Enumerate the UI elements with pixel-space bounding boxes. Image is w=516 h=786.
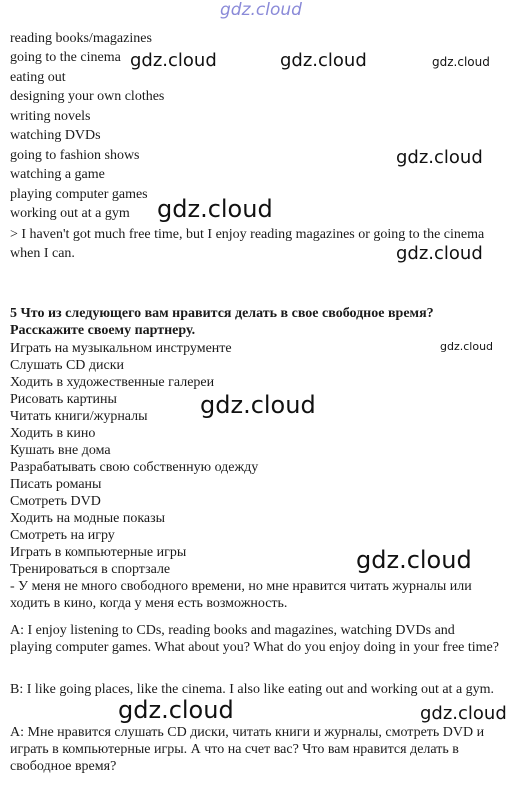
watermark: gdz.cloud xyxy=(420,703,507,724)
list-item: Разрабатывать свою собственную одежду xyxy=(10,460,259,475)
watermark: gdz.cloud xyxy=(220,0,302,20)
watermark: gdz.cloud xyxy=(432,55,490,69)
list-item: Играть в компьютерные игры xyxy=(10,545,187,560)
watermark: gdz.cloud xyxy=(356,546,472,574)
list-item: designing your own clothes xyxy=(10,89,165,104)
watermark: gdz.cloud xyxy=(200,391,316,419)
example-sentence: > I haven't got much free time, but I enjoy reading magazines or going to the cinema when I can. xyxy=(10,227,485,261)
list-item: Слушать CD диски xyxy=(10,358,125,373)
list-item: Ходить в кино xyxy=(10,426,96,441)
watermark: gdz.cloud xyxy=(440,340,494,353)
dialogue-line: A: Мне нравится слушать CD диски, читать книги и журналы, смотреть DVD и играть в компьютерные игры. А что на счет вас? Что вам нравится делать в свободное время? xyxy=(10,725,485,774)
example-sentence: - У меня не много свободного времени, но мне нравится читать журналы или ходить в кино, когда у меня есть возможность. xyxy=(10,579,472,611)
list-item: Рисовать картины xyxy=(10,392,117,407)
list-item: Тренироваться в спортзале xyxy=(10,562,171,577)
watermark: gdz.cloud xyxy=(280,50,367,71)
dialogue-line: A: I enjoy listening to CDs, reading books and magazines, watching DVDs and playing computer games. What about you? What do you enjoy doing in your free time? xyxy=(10,623,499,655)
list-item: Ходить в художественные галереи xyxy=(10,375,215,390)
list-item: Смотреть на игру xyxy=(10,528,115,543)
list-item: Читать книги/журналы xyxy=(10,409,148,424)
list-item: watching a game xyxy=(10,167,105,182)
list-item: writing novels xyxy=(10,109,91,124)
watermark: gdz.cloud xyxy=(396,243,483,264)
list-item: Играть на музыкальном инструменте xyxy=(10,341,232,356)
list-item: reading books/magazines xyxy=(10,31,152,46)
list-item: working out at a gym xyxy=(10,206,130,221)
list-item: Смотреть DVD xyxy=(10,494,101,509)
list-item: eating out xyxy=(10,70,66,85)
watermark: gdz.cloud xyxy=(157,195,273,223)
list-item: Писать романы xyxy=(10,477,102,492)
watermark: gdz.cloud xyxy=(396,147,483,168)
list-item: Кушать вне дома xyxy=(10,443,111,458)
task-heading: 5 Что из следующего вам нравится делать в свое свободное время? Расскажите своему партнеру. xyxy=(10,306,434,338)
list-item: playing computer games xyxy=(10,187,148,202)
watermark: gdz.cloud xyxy=(118,696,234,724)
list-item: watching DVDs xyxy=(10,128,101,143)
watermark: gdz.cloud xyxy=(130,50,217,71)
dialogue-line: B: I like going places, like the cinema. I also like eating out and working out at a gym. xyxy=(10,682,495,697)
list-item: Ходить на модные показы xyxy=(10,511,166,526)
list-item: going to the cinema xyxy=(10,50,121,65)
list-item: going to fashion shows xyxy=(10,148,140,163)
